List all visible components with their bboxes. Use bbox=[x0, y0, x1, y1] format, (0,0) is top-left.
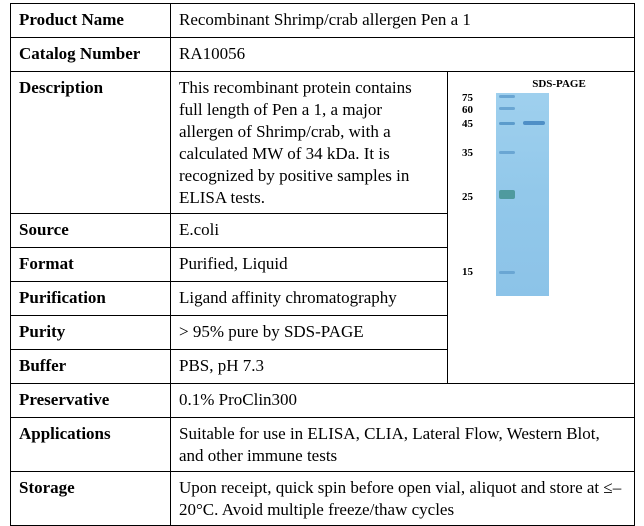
label-format: Format bbox=[11, 248, 171, 282]
label-purification: Purification bbox=[11, 282, 171, 316]
marker-label-75: 75 bbox=[462, 92, 473, 104]
label-storage: Storage bbox=[11, 472, 171, 526]
ladder-band-60 bbox=[499, 107, 515, 110]
value-storage: Upon receipt, quick spin before open vial, aliquot and store at ≤–20°C. Avoid multiple freeze/thaw cycles bbox=[171, 472, 635, 526]
ladder-band-15 bbox=[499, 271, 515, 274]
spec-table bbox=[10, 3, 635, 526]
value-product-name: Recombinant Shrimp/crab allergen Pen a 1 bbox=[171, 4, 635, 38]
value-purification: Ligand affinity chromatography bbox=[171, 282, 448, 316]
marker-label-25: 25 bbox=[462, 191, 473, 203]
label-applications: Applications bbox=[11, 418, 171, 472]
value-purity: > 95% pure by SDS-PAGE bbox=[171, 316, 448, 350]
value-applications: Suitable for use in ELISA, CLIA, Lateral Flow, Western Blot, and other immune tests bbox=[171, 418, 635, 472]
marker-label-60: 60 bbox=[462, 104, 473, 116]
gel-title: SDS-PAGE bbox=[532, 78, 586, 90]
label-product-name: Product Name bbox=[11, 4, 171, 38]
label-purity: Purity bbox=[11, 316, 171, 350]
ladder-band-45 bbox=[499, 122, 515, 125]
value-buffer: PBS, pH 7.3 bbox=[171, 350, 448, 384]
value-preservative: 0.1% ProClin300 bbox=[171, 384, 635, 418]
row-preservative bbox=[11, 384, 635, 418]
gel-image bbox=[496, 93, 549, 296]
label-catalog-number: Catalog Number bbox=[11, 38, 171, 72]
gel-wrap bbox=[456, 91, 626, 303]
value-catalog-number: RA10056 bbox=[171, 38, 635, 72]
value-description: This recombinant protein contains full length of Pen a 1, a major allergen of Shrimp/crab, with a calculated MW of 34 kDa. It is recognized by positive samples in ELISA tests. bbox=[171, 72, 448, 214]
row-applications bbox=[11, 418, 635, 472]
ladder-band-35 bbox=[499, 151, 515, 154]
row-storage bbox=[11, 472, 635, 526]
sample-band-34kda bbox=[523, 121, 545, 125]
value-source: E.coli bbox=[171, 214, 448, 248]
label-buffer: Buffer bbox=[11, 350, 171, 384]
label-description: Description bbox=[11, 72, 171, 214]
marker-label-15: 15 bbox=[462, 266, 473, 278]
ladder-band-25 bbox=[499, 190, 515, 199]
marker-label-45: 45 bbox=[462, 118, 473, 130]
label-source: Source bbox=[11, 214, 171, 248]
value-format: Purified, Liquid bbox=[171, 248, 448, 282]
row-description bbox=[11, 72, 635, 214]
marker-label-35: 35 bbox=[462, 147, 473, 159]
row-catalog-number bbox=[11, 38, 635, 72]
sds-page-figure bbox=[448, 72, 635, 384]
label-preservative: Preservative bbox=[11, 384, 171, 418]
row-product-name bbox=[11, 4, 635, 38]
ladder-band-75 bbox=[499, 95, 515, 98]
